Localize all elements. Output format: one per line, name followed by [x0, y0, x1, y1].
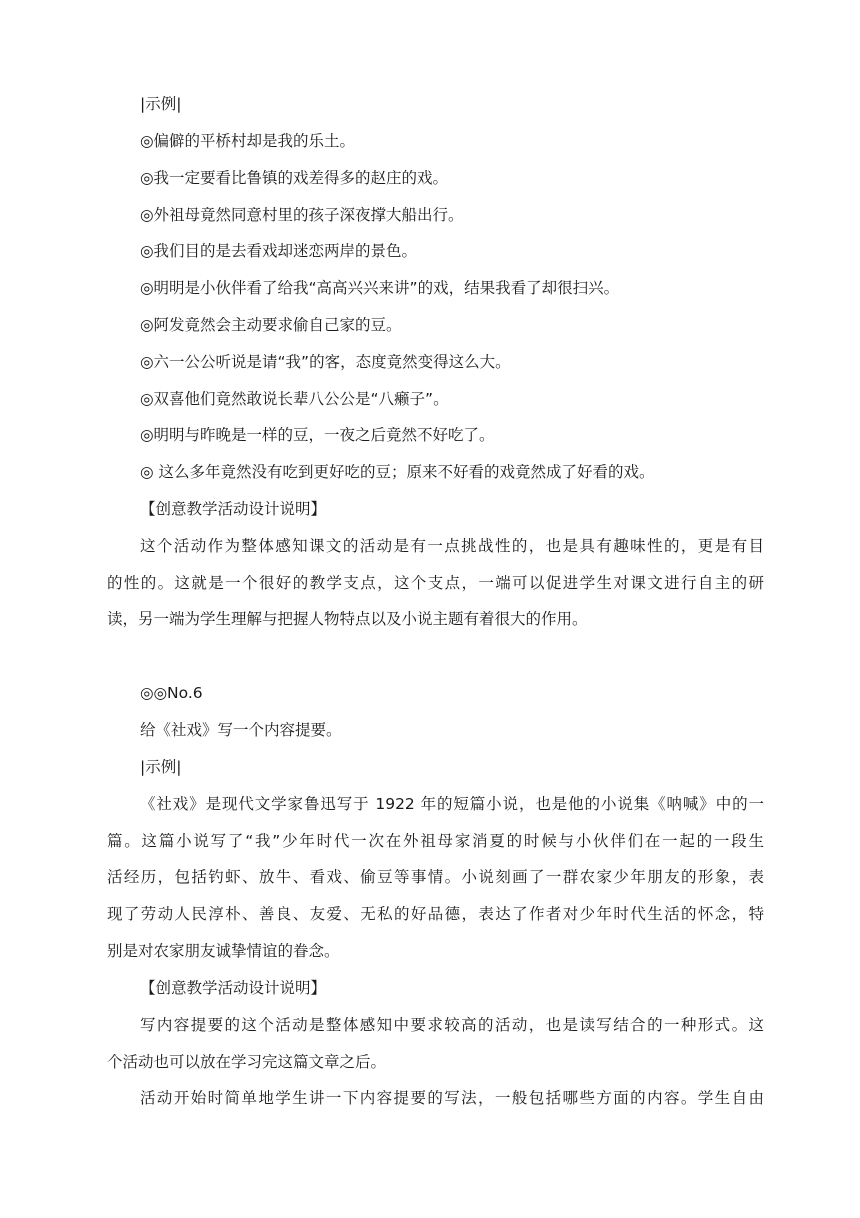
example-item: ◎外祖母竟然同意村里的孩子深夜撑大船出行。 [140, 206, 464, 224]
paragraph-line: 篇。这篇小说写了“我”少年时代一次在外祖母家消夏的时候与小伙伴们在一起的一段生 [107, 832, 764, 850]
design-heading: 【创意教学活动设计说明】 [140, 500, 327, 518]
example-item: ◎我们目的是去看戏却迷恋两岸的景色。 [140, 242, 418, 260]
paragraph-line: 这个活动作为整体感知课文的活动是有一点挑战性的，也是具有趣味性的，更是有目 [140, 537, 764, 555]
paragraph-line: 《社戏》是现代文学家鲁迅写于 1922 年的短篇小说，也是他的小说集《呐喊》中的一 [140, 795, 764, 813]
paragraph-line: 的性的。这就是一个很好的教学支点，这个支点，一端可以促进学生对课文进行自主的研 [107, 574, 764, 592]
design-heading: 【创意教学活动设计说明】 [140, 979, 327, 997]
paragraph-line: 活动开始时简单地学生讲一下内容提要的写法，一般包括哪些方面的内容。学生自由 [140, 1089, 764, 1107]
example-item: ◎明明与昨晚是一样的豆，一夜之后竟然不好吃了。 [140, 426, 495, 444]
example-item: ◎阿发竟然会主动要求偷自己家的豆。 [140, 316, 402, 334]
example-item: ◎ 这么多年竟然没有吃到更好吃的豆；原来不好看的戏竟然成了好看的戏。 [140, 463, 655, 481]
paragraph-line: 现了劳动人民淳朴、善良、友爱、无私的好品德，表达了作者对少年时代生活的怀念，特 [107, 905, 764, 923]
example-item: ◎明明是小伙伴看了给我“高高兴兴来讲”的戏，结果我看了却很扫兴。 [140, 279, 620, 297]
paragraph-line: 读，另一端为学生理解与把握人物特点以及小说主题有着很大的作用。 [107, 610, 588, 628]
paragraph-line: 活经历，包括钓虾、放牛、看戏、偷豆等事情。小说刻画了一群农家少年朋友的形象，表 [107, 868, 764, 886]
example-item: ◎六一公公听说是请“我”的客，态度竟然变得这么大。 [140, 353, 511, 371]
paragraph-line: 别是对农家朋友诚挚情谊的眷念。 [107, 942, 340, 960]
paragraph-line: 写内容提要的这个活动是整体感知中要求较高的活动，也是读写结合的一种形式。这 [140, 1016, 764, 1034]
example-item: ◎双喜他们竟然敢说长辈八公公是“八癞子”。 [140, 390, 449, 408]
example-label: |示例| [140, 95, 182, 113]
example-item: ◎我一定要看比鲁镇的戏差得多的赵庄的戏。 [140, 169, 449, 187]
activity-number: ◎◎No.6 [140, 684, 203, 702]
activity-task: 给《社戏》写一个内容提要。 [140, 721, 342, 739]
example-label: |示例| [140, 758, 182, 776]
example-item: ◎偏僻的平桥村却是我的乐土。 [140, 132, 356, 150]
paragraph-line: 个活动也可以放在学习完这篇文章之后。 [107, 1053, 387, 1071]
